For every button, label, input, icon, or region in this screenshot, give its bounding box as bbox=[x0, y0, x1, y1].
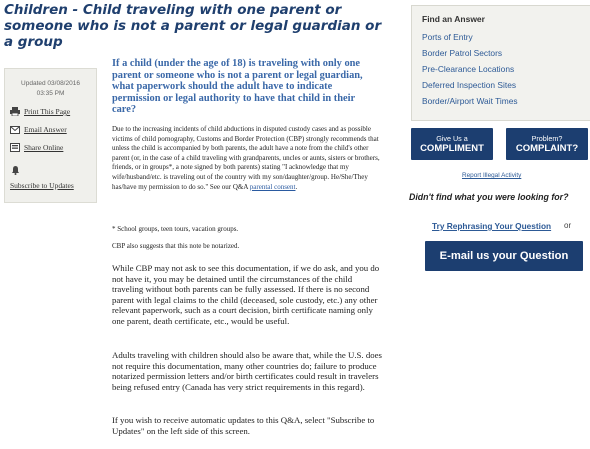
answer-paragraph-3: CBP also suggests that this note be notarized. bbox=[112, 242, 240, 250]
compliment-line-2: COMPLIMENT bbox=[420, 143, 484, 154]
answer-paragraph-1-end: . bbox=[295, 182, 298, 191]
answer-paragraph-6: If you wish to receive automatic updates to this Q&A, select "Subscribe to Updates" on the left side of this screen. bbox=[112, 415, 375, 436]
answer-paragraph-1 bbox=[112, 125, 380, 192]
report-illegal-activity-link[interactable]: Report Illegal Activity bbox=[462, 172, 522, 179]
share-link[interactable] bbox=[10, 143, 63, 152]
printer-icon bbox=[10, 107, 20, 116]
parental-consent-link[interactable]: parental consent bbox=[249, 182, 296, 191]
answer-paragraph-5: Adults traveling with children should also be aware that, while the U.S. does not require this documentation, many other countries do; failure to produce notarized permission letters and/or birth certificates could result in travelers being refused entry (Canada has very strict requirements in this regard). bbox=[112, 350, 382, 392]
or-text: or bbox=[564, 221, 572, 230]
sidebar-link-border-patrol[interactable]: Border Patrol Sectors bbox=[422, 48, 503, 58]
find-answer-panel bbox=[411, 5, 590, 121]
email-answer-label[interactable]: Email Answer bbox=[24, 125, 67, 134]
compliment-button[interactable] bbox=[411, 128, 493, 160]
envelope-icon bbox=[10, 126, 20, 134]
complaint-line-2: COMPLAINT? bbox=[515, 143, 579, 154]
subscribe-label[interactable]: Subscribe to Updates bbox=[10, 181, 74, 190]
find-answer-heading: Find an Answer bbox=[422, 14, 485, 24]
sidebar-link-preclearance[interactable]: Pre-Clearance Locations bbox=[422, 64, 515, 74]
bell-icon bbox=[11, 165, 20, 175]
email-answer-link[interactable] bbox=[10, 125, 67, 134]
complaint-button[interactable] bbox=[506, 128, 588, 160]
rephrase-question-link[interactable]: Try Rephrasing Your Question bbox=[432, 221, 552, 231]
answer-paragraph-1-text: Due to the increasing incidents of child abductions in disputed custody cases and as possible victims of child pornography, Customs and Border Protection (CBP) strongly recommends that unless the child is accompanied by both parents, the adult have a note from the child's other parent (or, in the case of a child traveling with grandparents, uncles or aunts, sisters or brothers, friends, or in groups*, a note signed by both parents) stating "I acknowledge that my wife/husband/etc. is traveling out of the country with my son/daughter/group. He/She/They has/have my permission to do so." See our Q&A bbox=[112, 125, 380, 191]
answer-paragraph-2: * School groups, teen tours, vacation groups. bbox=[112, 225, 239, 233]
compliment-line-1: Give Us a bbox=[436, 134, 468, 143]
share-label[interactable]: Share Online bbox=[24, 143, 64, 152]
sidebar-link-deferred-inspection[interactable]: Deferred Inspection Sites bbox=[422, 80, 517, 90]
updated-date: Updated 03/08/2016 03:35 PM bbox=[21, 80, 80, 97]
answer-paragraph-4: While CBP may not ask to see this documentation, if we do ask, and you do not have it, you may be detained until the circumstances of the child traveling without both parents can be fully assessed. If there is no second parent with legal claims to the child (deceased, sole custody, etc.) any other relevant paperwork, such as a court decision, birth certificate naming only one parent, death certificate, etc., would be useful. bbox=[112, 263, 380, 326]
complaint-line-1: Problem? bbox=[531, 134, 563, 143]
print-label[interactable]: Print This Page bbox=[24, 107, 71, 116]
page-tools-panel bbox=[4, 68, 97, 203]
email-question-button[interactable]: E-mail us your Question bbox=[425, 241, 583, 271]
sidebar-link-wait-times[interactable]: Border/Airport Wait Times bbox=[422, 96, 518, 106]
share-icon bbox=[10, 143, 20, 152]
didnt-find-heading: Didn't find what you were looking for? bbox=[409, 192, 569, 202]
page-title: Children - Child traveling with one parent or someone who is not a parent or legal guardian or a group bbox=[4, 2, 382, 50]
print-link[interactable] bbox=[10, 107, 70, 116]
question-heading: If a child (under the age of 18) is traveling with only one parent or someone who is not a parent or legal guardian, what paperwork should the adult have to indicate permission or legal authority to have that child in their care? bbox=[112, 58, 363, 115]
subscribe-link[interactable] bbox=[10, 181, 74, 190]
sidebar-link-ports[interactable]: Ports of Entry bbox=[422, 32, 473, 42]
